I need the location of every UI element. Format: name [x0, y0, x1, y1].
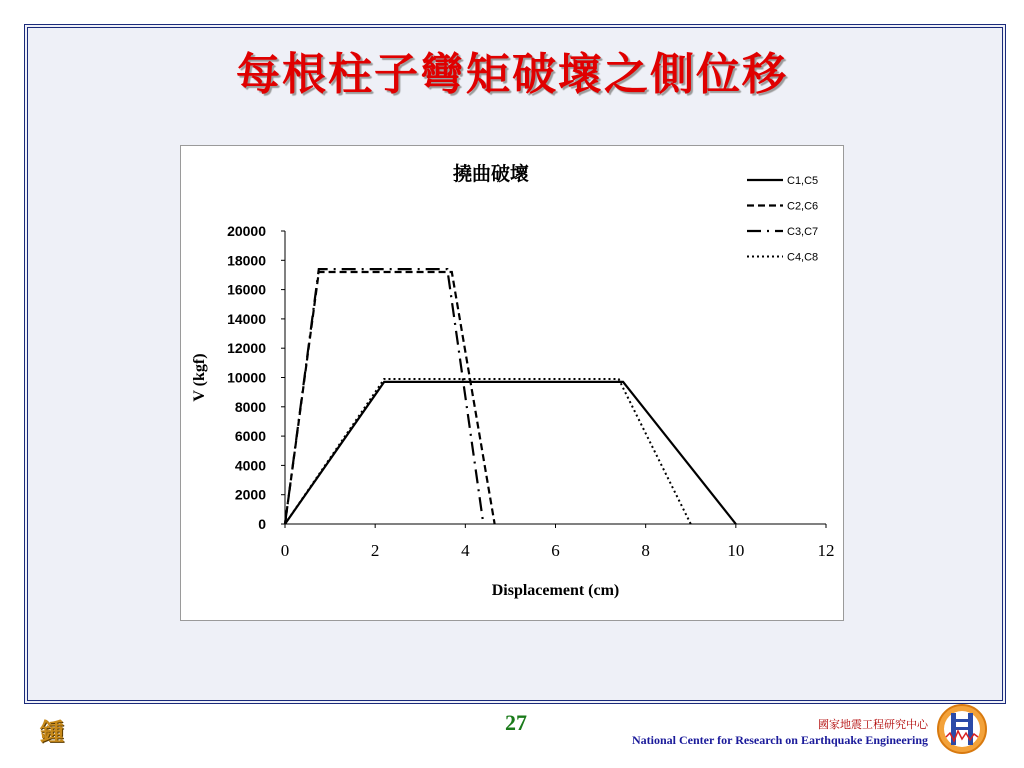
y-tick-label: 16000 — [227, 281, 266, 298]
y-tick-label: 12000 — [227, 340, 266, 357]
footer-author-mark: 鍾 — [40, 717, 64, 746]
series-line-c3-c7 — [285, 269, 483, 524]
y-tick-label: 20000 — [227, 223, 266, 239]
x-tick-label: 0 — [280, 541, 290, 560]
x-tick-label: 2 — [370, 541, 380, 560]
x-tick-label: 8 — [641, 541, 650, 560]
y-tick-label: 4000 — [234, 457, 266, 474]
x-tick-label: 6 — [551, 541, 560, 560]
series-line-c2-c6 — [285, 272, 495, 524]
y-tick-label: 2000 — [234, 486, 266, 503]
series-line-c4-c8 — [285, 379, 691, 524]
org-name-chinese: 國家地震工程研究中心 — [818, 718, 928, 731]
chart-svg — [181, 146, 845, 622]
legend-label: C3,C7 — [787, 226, 819, 238]
page-number: 27 — [505, 710, 527, 735]
x-tick-label: 12 — [817, 541, 835, 560]
x-tick-label: 4 — [461, 541, 470, 560]
x-tick-label: 10 — [727, 541, 745, 560]
y-tick-label: 10000 — [227, 369, 266, 386]
legend-label: C4,C8 — [787, 251, 819, 264]
series-line-c1-c5 — [285, 382, 736, 524]
y-tick-label: 8000 — [234, 398, 266, 415]
chart-container — [180, 145, 844, 621]
y-tick-label: 0 — [258, 516, 266, 532]
y-tick-label: 18000 — [227, 252, 266, 269]
chart-title: 撓曲破壞 — [452, 163, 530, 185]
org-name-english: National Center for Research on Earthquake Engineering — [632, 733, 928, 747]
y-axis-label: V (kgf) — [191, 353, 208, 402]
y-tick-label: 6000 — [234, 428, 266, 445]
ncree-logo-icon — [934, 703, 990, 755]
slide-title: 每根柱子彎矩破壞之側位移 — [236, 49, 788, 100]
legend-label: C1,C5 — [787, 175, 819, 187]
x-axis-label: Displacement (cm) — [491, 582, 620, 599]
legend-label: C2,C6 — [787, 200, 819, 213]
y-tick-label: 14000 — [227, 310, 266, 327]
